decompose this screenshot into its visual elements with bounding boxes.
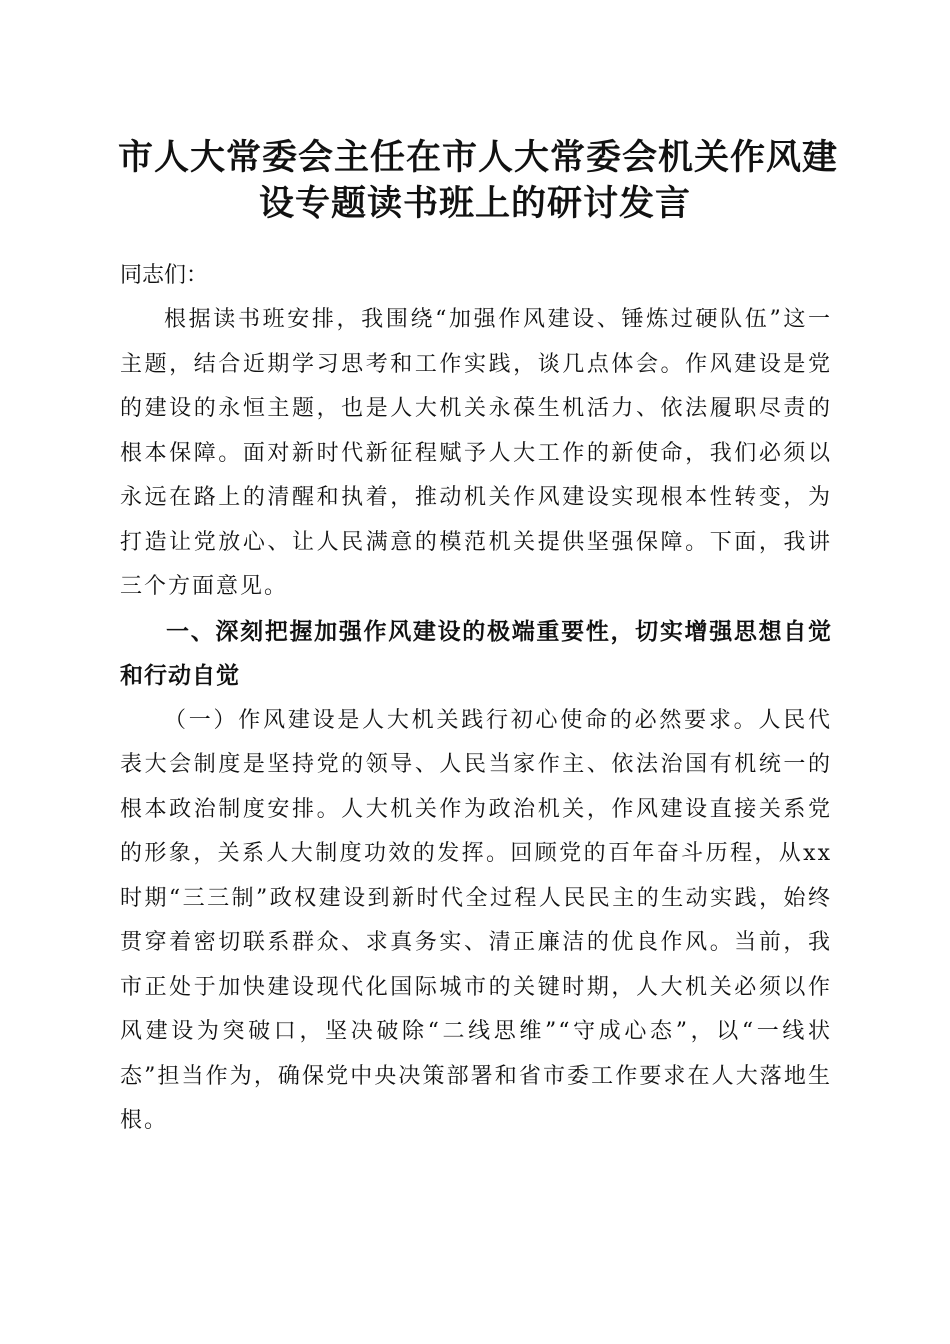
section-1-paragraph-1: （一）作风建设是人大机关践行初心使命的必然要求。人民代表大会制度是坚持党的领导、人民当家作主、依法治国有机统一的根本政治制度安排。人大机关作为政治机关，作风建设直接关系党的形象，关系人大制度功效的发挥。回顾党的百年奋斗历程，从xx时期“三三制”政权建设到新时代全过程人民民主的生动实践，始终贯穿着密切联系群众、求真务实、清正廉洁的优良作风。当前，我市正处于加快建设现代化国际城市的关键时期，人大机关必须以作风建设为突破口，坚决破除“二线思维”“守成心态”，以“一线状态”担当作为，确保党中央决策部署和省市委工作要求在人大落地生根。: [120, 707, 832, 1133]
section-1-heading: 一、深刻把握加强作风建设的极端重要性，切实增强思想自觉和行动自觉: [120, 618, 832, 689]
document-body: [120, 254, 832, 1144]
salutation: 同志们：: [120, 263, 209, 288]
intro-paragraph: 根据读书班安排，我围绕“加强作风建设、锤炼过硬队伍”这一主题，结合近期学习思考和工作实践，谈几点体会。作风建设是党的建设的永恒主题，也是人大机关永葆生机活力、依法履职尽责的根本保障。面对新时代新征程赋予人大工作的新使命，我们必须以永远在路上的清醒和执着，推动机关作风建设实现根本性转变，为打造让党放心、让人民满意的模范机关提供坚强保障。下面，我讲三个方面意见。: [120, 307, 832, 599]
title-line-2: 设专题读书班上的研讨发言: [258, 183, 691, 224]
title-line-1: 市人大常委会主任在市人大常委会机关作风建: [118, 137, 839, 178]
document-title: [118, 135, 839, 227]
